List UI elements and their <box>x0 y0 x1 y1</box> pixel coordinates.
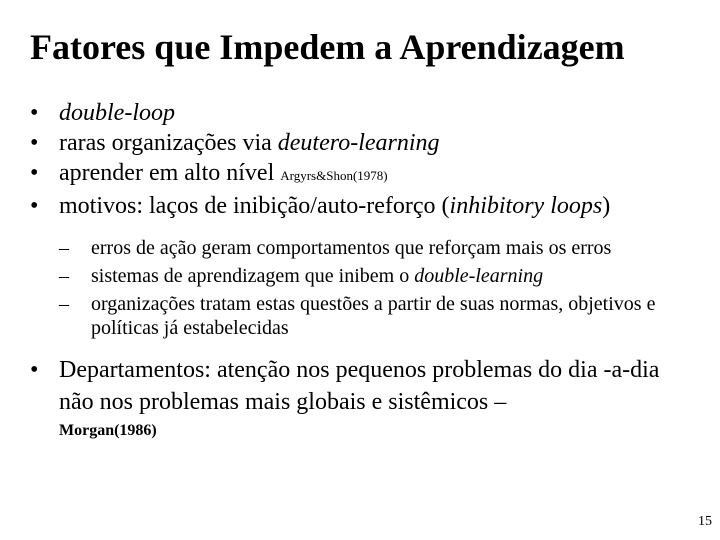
sub-bullet-text: erros de ação geram comportamentos que reforçam mais os erros <box>91 237 612 259</box>
bullet-list <box>30 98 690 441</box>
bullet-text: raras organizações via <box>59 130 278 156</box>
bullet-marker: • <box>30 160 39 186</box>
bullet-text: Departamentos: atenção nos pequenos problemas do dia -a-dia não nos problemas mais globais e sistêmicos – <box>59 357 660 415</box>
bullet-marker: • <box>30 130 39 156</box>
sub-bullet-marker: – <box>59 237 69 259</box>
sub-bullet-text: sistemas de aprendizagem que inibem o <box>91 265 415 287</box>
sub-bullet-text: organizações tratam estas questões a partir de suas normas, objetivos e políticas já estabelecidas <box>91 293 656 339</box>
sub-bullet-emphasis: double-learning <box>414 265 544 287</box>
bullet-marker: • <box>30 100 39 126</box>
bullet-text-end: ) <box>602 193 611 219</box>
bullet-text: aprender em alto nível <box>59 160 281 186</box>
sub-bullet-list <box>59 236 690 340</box>
bullet-emphasis: inhibitory loops <box>449 193 603 219</box>
bullet-marker: • <box>30 193 39 219</box>
bullet-motivos <box>30 191 690 221</box>
citation-morgan: Morgan(1986) <box>59 422 157 439</box>
bullet-alto-nivel <box>30 158 690 191</box>
bullet-text: double-loop <box>59 100 175 126</box>
bullet-double-loop <box>30 98 690 128</box>
bullet-deutero-learning <box>30 128 690 158</box>
sub-bullet-marker: – <box>59 265 69 287</box>
sub-bullet-marker: – <box>59 293 69 315</box>
sub-bullet-sistemas <box>59 264 690 288</box>
citation: Argyrs&Shon(1978) <box>280 168 388 183</box>
sub-bullet-organizacoes <box>59 292 690 340</box>
sub-bullet-erros <box>59 236 690 260</box>
bullet-text: motivos: laços de inibição/auto-reforço ( <box>59 193 450 219</box>
bullet-emphasis: deutero-learning <box>277 130 440 156</box>
bullet-departamentos <box>30 354 690 418</box>
slide-title: Fatores que Impedem a Aprendizagem <box>30 27 625 67</box>
bullet-marker: • <box>30 357 39 383</box>
page-number: 15 <box>698 514 712 529</box>
